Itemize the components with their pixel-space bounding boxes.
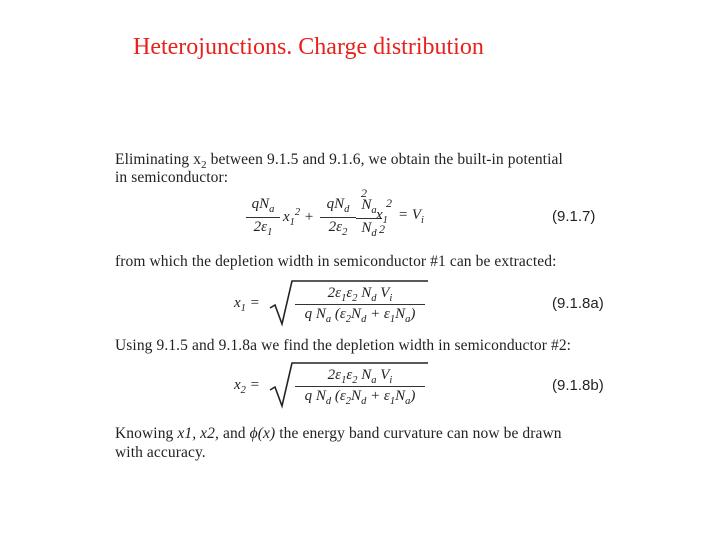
text-knowing: Knowing bbox=[115, 425, 174, 442]
eq3-frac: $2\varepsilon_1\varepsilon_2$ $N_a$ $V_i$ q $N_d$ $(\varepsilon_2N_d + \varepsilon_1N_a)$ bbox=[295, 367, 425, 407]
var-x-sub: 2 bbox=[201, 159, 207, 172]
paragraph-2: from which the depletion width in semiconductor #1 can be extracted: bbox=[115, 253, 557, 270]
eq1-term-x1sq: $x_1^2$ + bbox=[283, 207, 315, 228]
eq2-label: (9.1.8a) bbox=[552, 295, 604, 312]
eq1-frac-3: $N_a$ $N_d$ bbox=[356, 197, 382, 239]
text-x1-x2: x1, x2, bbox=[177, 425, 219, 442]
paragraph-1-line-2: in semiconductor: bbox=[115, 169, 229, 186]
eq2-lhs-sub: 1 bbox=[240, 303, 246, 314]
eq1-rhs bbox=[398, 207, 424, 226]
text-and: and bbox=[222, 425, 246, 442]
eq3-lhs: $x_2$ = bbox=[234, 377, 260, 396]
var-x: x bbox=[193, 151, 202, 168]
text-between: between 9.1.5 and 9.1.6, we obtain the built-in potential bbox=[210, 151, 563, 168]
eq2-lhs: $x_1$ = bbox=[234, 295, 260, 314]
eq3-lhs-var: x bbox=[234, 377, 241, 393]
eq2-lhs-var: x bbox=[234, 295, 241, 311]
eq1-rhs-text: = V bbox=[398, 207, 422, 223]
paragraph-4-line-1 bbox=[115, 424, 562, 443]
slide-title: Heterojunctions. Charge distribution bbox=[133, 34, 484, 60]
paragraph-3: Using 9.1.5 and 9.1.8a we find the depletion width in semiconductor #2: bbox=[115, 337, 572, 354]
eq1-frac-2: $qN_d$ $2\varepsilon_2$ bbox=[320, 196, 356, 238]
eq1-sup-2b: 2 bbox=[379, 222, 385, 236]
eq1-term-x1: $x_1$ bbox=[376, 207, 388, 226]
text-eliminating: Eliminating bbox=[115, 151, 190, 168]
eq1-sup-2: 2 bbox=[361, 186, 367, 200]
eq3-label: (9.1.8b) bbox=[552, 377, 604, 394]
text-phi: ϕ(x) bbox=[249, 425, 276, 442]
eq3-lhs-sub: 2 bbox=[240, 385, 246, 396]
paragraph-4-line-2: with accuracy. bbox=[115, 444, 206, 461]
eq1-sup-2c: 2 bbox=[386, 196, 392, 210]
eq1-rhs-sub: i bbox=[421, 215, 424, 226]
eq1-label: (9.1.7) bbox=[552, 208, 596, 225]
eq2-frac: $2\varepsilon_1\varepsilon_2$ $N_d$ $V_i$ q $N_a$ $(\varepsilon_2N_d + \varepsilon_1N_a)$ bbox=[295, 285, 425, 325]
eq1-frac-1: $qN_a$ $2\varepsilon_1$ bbox=[246, 196, 280, 238]
text-curvature: the energy band curvature can now be drawn bbox=[279, 425, 562, 442]
